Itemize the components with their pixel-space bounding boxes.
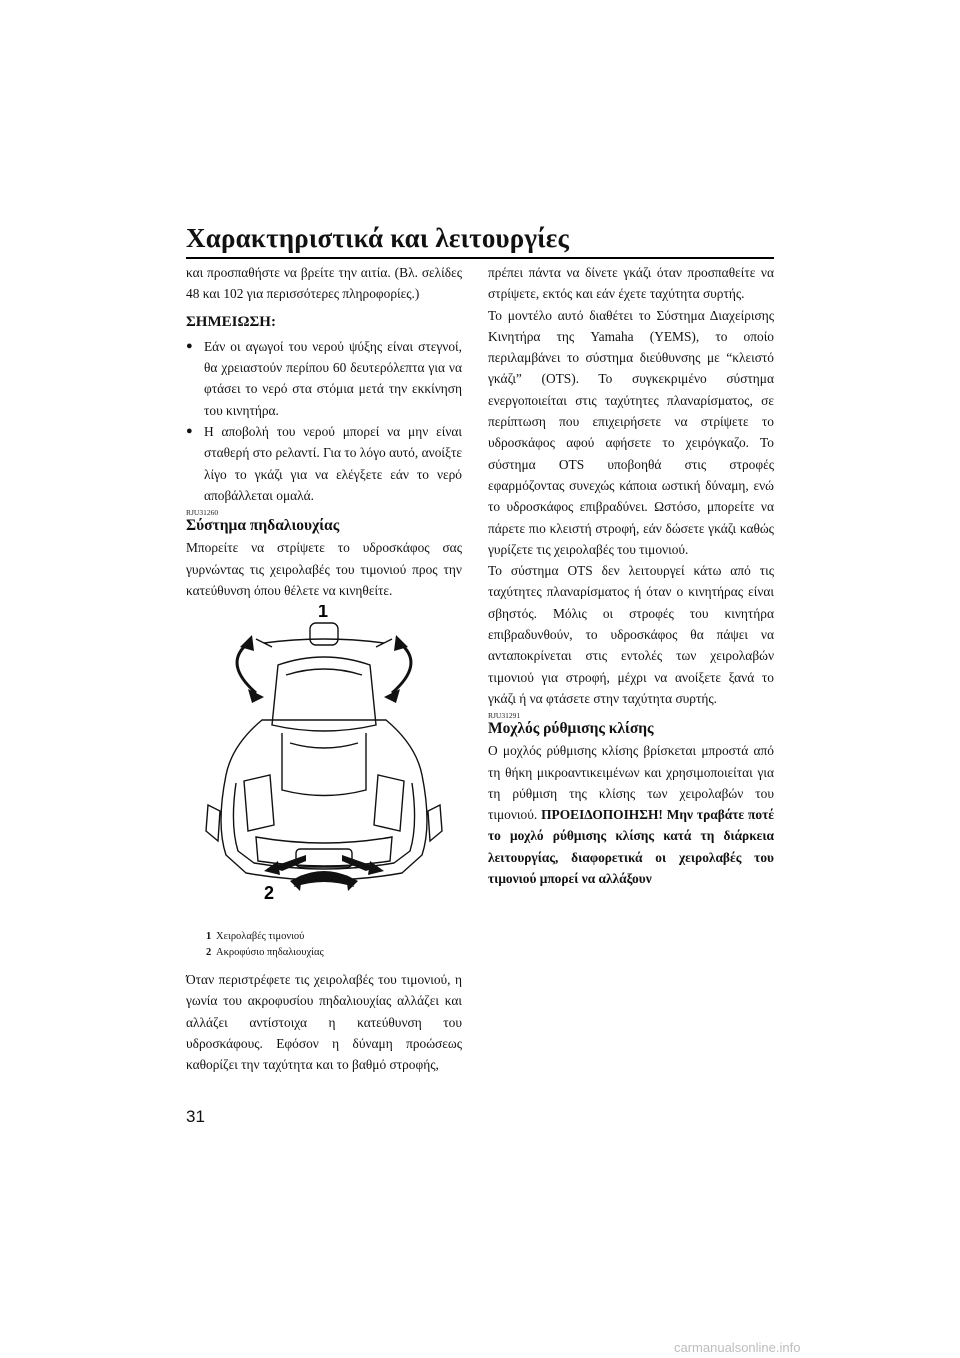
page-header-title: Χαρακτηριστικά και λειτουργίες <box>186 222 774 259</box>
steering-explanation: Όταν περιστρέφετε τις χειρολαβές του τιμονιού, η γωνία του ακροφυσίου πηδαλιουχίας αλλάζει και αλλάζει αντίστοιχα η κατεύθυνση του υδροσκάφους. Εφόσον η δύναμη προώσεως καθορίζει την ταχύτητα και το βαθμό στροφής, <box>186 972 462 1073</box>
left-column <box>186 262 462 1076</box>
figure-label-1: 1 <box>318 605 329 622</box>
watermark-link[interactable]: carmanualsonline.info <box>674 1340 801 1355</box>
throttle-paragraph: πρέπει πάντα να δίνετε γκάζι όταν προσπαθείτε να στρίψετε, εκτός και εάν έχετε ταχύτητα συρτής. <box>488 265 774 302</box>
section-code: RJU31291 <box>488 711 521 721</box>
caption-text: Χειρολαβές τιμονιού <box>216 931 305 943</box>
section-code: RJU31260 <box>186 508 219 518</box>
steering-paragraph: Μπορείτε να στρίψετε το υδροσκάφος σας γυρνώντας τις χειρολαβές του τιμονιού προς την κατεύθυνση όπου θέλετε να κινηθείτε. <box>186 540 462 598</box>
tilt-text: Ο μοχλός ρύθμισης κλίσης βρίσκεται μπροστά από τη θήκη μικροαντικειμένων και χρησιμοποιείται για τη ρύθμιση της κλίσης των χειρολαβών του τιμονιού. <box>488 743 774 823</box>
warning-text: ΠΡΟΕΙΔΟΠΟΙΗΣΗ! Μην τραβάτε ποτέ το μοχλό ρύθμισης κλίσης κατά τη διάρκεια λειτουργίας, διαφορετικά οι χειρολαβές του τιμονιού μπορεί να αλλάξουν <box>488 807 774 887</box>
caption-text: Ακροφύσιο πηδαλιουχίας <box>216 947 324 959</box>
watercraft-illustration <box>186 605 462 923</box>
right-column <box>488 262 774 889</box>
section-title-tilt: Μοχλός ρύθμισης κλίσης <box>488 720 654 738</box>
ots-paragraph: Το σύστημα OTS δεν λειτουργεί κάτω από τις ταχύτητες πλαναρίσματος ή όταν ο κινητήρας είναι σβηστός. Μόλις οι στροφές του κινητήρα επιβραδυνθούν, το υδροσκάφος θα πάψει να ανταποκρίνεται στις εντολές των χειρολαβών τιμονιού για στροφή, μέχρι να ανοίξετε ξανά το γκάζι ή να φτάσετε στην ταχύτητα συρτής. <box>488 563 774 706</box>
note-item: ● Η αποβολή του νερού μπορεί να μην είναι σταθερή στο ρελαντί. Για το λόγο αυτό, ανοίξτε λίγο το γκάζι για να ελέγξετε εάν το νερό αποβάλλεται ομαλά. <box>186 421 462 506</box>
caption-number: 1 <box>206 931 212 943</box>
note-list <box>186 336 462 506</box>
watercraft-steering-figure <box>186 605 462 923</box>
page-number: 31 <box>186 1107 205 1126</box>
figure-label-2: 2 <box>264 883 275 904</box>
figure-caption <box>206 929 462 961</box>
section-title-steering: Σύστημα πηδαλιουχίας <box>186 517 340 535</box>
tilt-paragraph <box>488 740 774 889</box>
caption-number: 2 <box>206 947 212 959</box>
intro-paragraph: και προσπαθήστε να βρείτε την αιτία. (Βλ. σελίδες 48 και 102 για περισσότερες πληροφορίες.) <box>186 265 462 302</box>
yems-paragraph: Το μοντέλο αυτό διαθέτει το Σύστημα Διαχείρισης Κινητήρα της Yamaha (YEMS), το οποίο περιλαμβάνει το σύστημα διεύθυνσης με “κλειστό γκάζι” (OTS). Το συγκεκριμένο σύστημα ενεργοποιείται στις ταχύτητες πλαναρίσματος, σε περίπτωση που επιχειρήσετε να στρίψετε το υδροσκάφος αφού αφήσετε το χειρόγκαζο. Το σύστημα OTS υποβοηθά στις στροφές εφαρμόζοντας συνεχώς κάποια ωστική δύναμη, ενώ το υδροσκάφος επιβραδύνει. Ωστόσο, μπορείτε να πάρετε πιο κλειστή στροφή, εάν δώσετε γκάζι καθώς γυρίζετε τις χειρολαβές του τιμονιού. <box>488 307 774 557</box>
note-item: ● Εάν οι αγωγοί του νερού ψύξης είναι στεγνοί, θα χρειαστούν περίπου 60 δευτερόλεπτα για να φτάσει το νερό στα στόμια μετά την εκκίνηση του κινητήρα. <box>186 336 462 421</box>
note-title: ΣΗΜΕΙΩΣΗ: <box>186 313 276 330</box>
